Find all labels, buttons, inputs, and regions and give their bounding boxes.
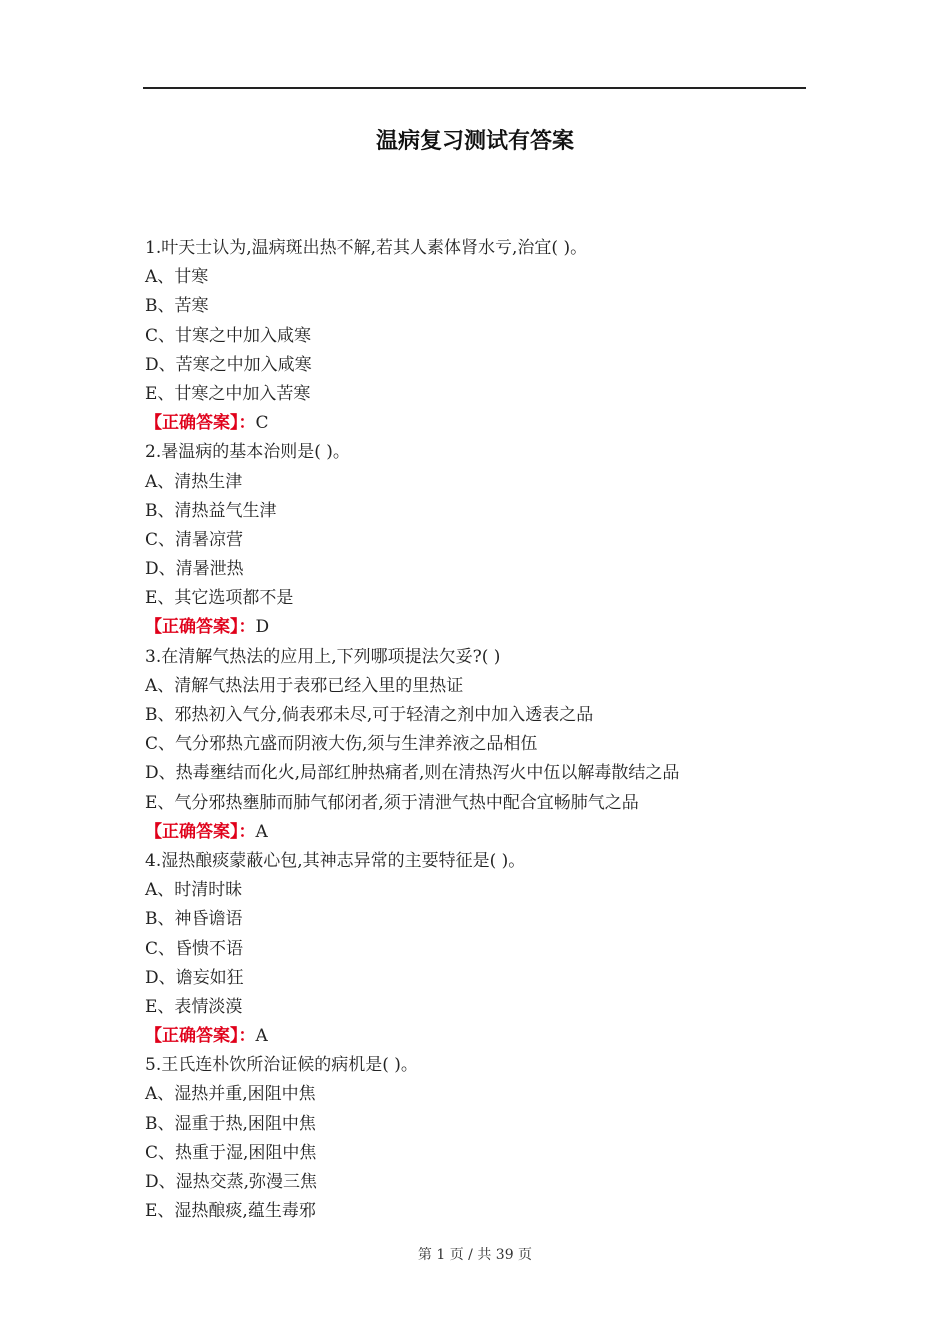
option: E、湿热酿痰,蕴生毒邪 — [145, 1201, 316, 1222]
answer-value: A — [255, 1026, 268, 1047]
option: D、谵妄如狂 — [145, 967, 244, 988]
answer-value: C — [255, 413, 269, 434]
answer-line — [145, 409, 825, 438]
answer-line — [145, 613, 825, 642]
option: B、邪热初入气分,倘表邪未尽,可于轻清之剂中加入透表之品 — [145, 705, 594, 725]
answer-line — [145, 1022, 825, 1051]
option: D、热毒壅结而化火,局部红肿热痛者,则在清热泻火中伍以解毒散结之品 — [145, 763, 680, 784]
question-stem: 3.在清解气热法的应用上,下列哪项提法欠妥?( ) — [145, 646, 501, 667]
answer-value: A — [255, 821, 268, 842]
question-stem: 2.暑温病的基本治则是( )。 — [145, 442, 350, 463]
option: E、气分邪热壅肺而肺气郁闭者,须于清泄气热中配合宜畅肺气之品 — [145, 792, 639, 813]
answer-value: D — [255, 617, 270, 638]
option: B、神昏谵语 — [145, 909, 243, 930]
option: E、其它选项都不是 — [145, 588, 294, 609]
option: C、热重于湿,困阻中焦 — [145, 1142, 317, 1163]
question-stem: 1.叶天士认为,温病斑出热不解,若其人素体肾水亏,治宜( )。 — [145, 238, 588, 258]
answer-line — [145, 818, 825, 847]
page-title: 温病复习测试有答案 — [375, 128, 574, 154]
page-footer: 第 1 页 / 共 39 页 — [417, 1247, 533, 1263]
option: A、清解气热法用于表邪已经入里的里热证 — [145, 675, 464, 696]
option: A、时清时昧 — [145, 880, 243, 901]
option: A、湿热并重,困阻中焦 — [145, 1084, 316, 1105]
top-rule — [143, 87, 806, 89]
answer-label: 【正确答案】： — [145, 413, 256, 434]
option: C、清暑凉营 — [145, 529, 244, 550]
option: E、甘寒之中加入苦寒 — [145, 383, 311, 404]
option: C、昏愦不语 — [145, 938, 244, 959]
option: C、甘寒之中加入咸寒 — [145, 325, 312, 346]
question-stem: 4.湿热酿痰蒙蔽心包,其神志异常的主要特征是( )。 — [145, 850, 526, 871]
option: D、苦寒之中加入咸寒 — [145, 354, 312, 375]
option: A、甘寒 — [145, 267, 209, 288]
option: D、湿热交蒸,弥漫三焦 — [145, 1172, 318, 1192]
question-stem: 5.王氏连朴饮所治证候的病机是( )。 — [145, 1055, 418, 1076]
option: C、气分邪热亢盛而阴液大伤,须与生津养液之品相伍 — [145, 734, 538, 755]
option: D、清暑泄热 — [145, 559, 244, 580]
answer-label: 【正确答案】： — [145, 821, 256, 842]
option: B、清热益气生津 — [145, 500, 277, 521]
option: A、清热生津 — [145, 471, 243, 492]
option: E、表情淡漠 — [145, 996, 243, 1017]
option: B、苦寒 — [145, 296, 209, 317]
answer-label: 【正确答案】： — [145, 1026, 256, 1047]
option: B、湿重于热,困阻中焦 — [145, 1113, 316, 1134]
answer-label: 【正确答案】： — [145, 617, 256, 638]
question-list — [145, 234, 825, 1226]
